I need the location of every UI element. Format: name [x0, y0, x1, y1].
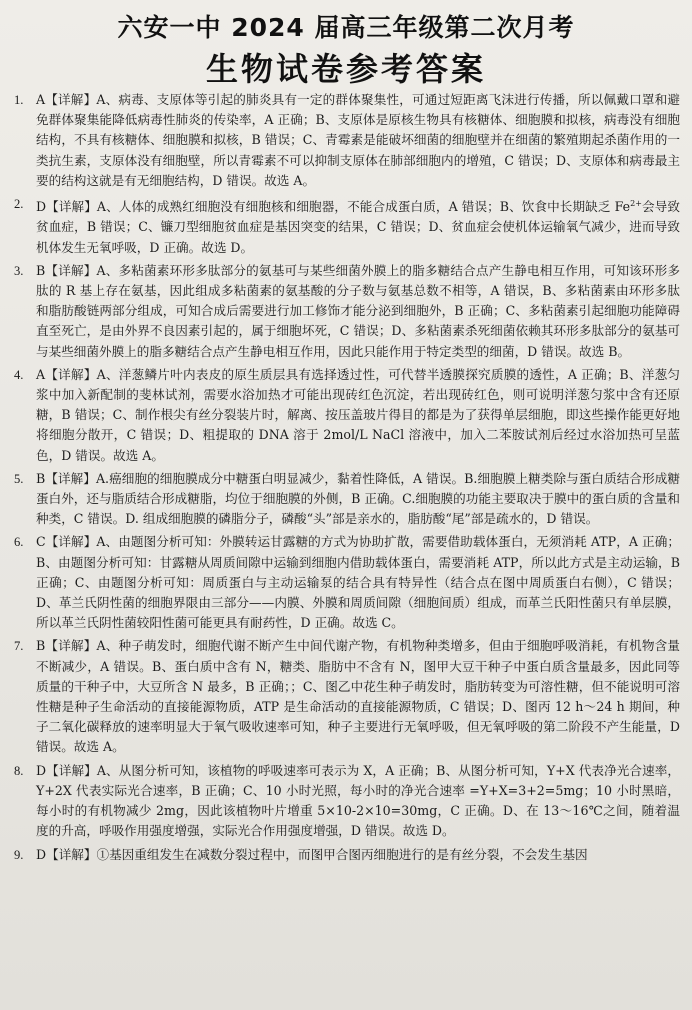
answer-text: B【详解】A、种子萌发时，细胞代谢不断产生中间代谢产物，有机物种类增多，但由于细胞呼吸消耗，有机物含量不断减少，A 错误。B、蛋白质中含有 N，糖类、脂肪中不含有 N，图甲大豆干种子中蛋白质含量最多，因此同等质量的干种子中，大豆所含 N 最多，B 正确；；C、图乙中花生种子萌发时，脂肪转变为可溶性糖，但不能说明可溶性糖是种子生命活动的直接能源物质，ATP 是生命活动的直接能源物质，C 错误；D、图丙 12 h～24 h 期间，种子二氧化碳释放的速率明显大于氧气吸收速率可知，种子主要进行无氧呼吸，但无氧呼吸的第二阶段不产生能量，D 错误。故选 A。 — [36, 638, 680, 755]
answer-text: B【详解】A、多粘菌素环形多肽部分的氨基可与某些细菌外膜上的脂多糖结合点产生静电相互作用，可知该环形多肽的 R 基上存在氨基，因此组成多粘菌素的氨基酸的分子数与氨基总数不相等，A 错误，B、多粘菌素由环形多肽和脂肪酸链两部分组成，可知合成后需要进行加工修饰才能分泌到细胞外，B 正确；C、多粘菌素引起细胞功能障碍直至死亡，是由外界不良因素引起的，属于细胞坏死，C 错误；D、多粘菌素杀死细菌依赖其环形多肽部分的氨基可与某些细菌外膜上的脂多糖结合点产生静电相互作用，因此只能作用于特定类型的细菌，D 错误。故选 B。 — [36, 262, 680, 359]
answer-number: 9. — [14, 847, 24, 862]
answer-text: D【详解】A、从图分析可知，该植物的呼吸速率可表示为 X，A 正确；B、从图分析可知，Y+X 代表净光合速率，Y+2X 代表实际光合速率，B 正确；C、10 小时光照，每小时的净光合速率 =Y+X=3+2=5mg；10 小时黑暗，每小时的有机物减少 2mg，因此该植物叶片增重 5×10-2×10=30mg，C 正确。D、在 13～16℃之间，随着温度的升高，呼吸作用强度增强，实际光合作用强度增强，D 错误。故选 D。 — [36, 762, 680, 839]
answer-item-4 — [14, 365, 680, 466]
answer-list — [14, 90, 680, 868]
answer-number: 4. — [14, 367, 24, 382]
answer-item-1 — [14, 90, 680, 191]
answer-item-3 — [14, 261, 680, 362]
answer-number: 2. — [14, 197, 24, 212]
answer-number: 3. — [14, 263, 24, 278]
answer-number: 8. — [14, 763, 24, 778]
answer-text: A【详解】A、病毒、支原体等引起的肺炎具有一定的群体聚集性，可通过短距离飞沫进行传播，所以佩戴口罩和避免群体聚集能降低病毒性肺炎的传染率，A 正确；B、支原体是原核生物具有核糖体、细胞膜和拟核，病毒没有细胞结构，不具有核糖体、细胞膜和拟核，B 错误；C、青霉素是能破坏细菌的细胞壁并在细菌的繁殖期起杀菌作用的一类抗生素，支原体没有细胞壁，所以青霉素不可以抑制支原体在肺部细胞内的增殖，C 错误；D、支原体和病毒最主要的结构这就是有无细胞结构，D 错误。故选 A。 — [36, 92, 680, 188]
ion-charge-superscript: 2+ — [630, 199, 642, 209]
answer-text: B【详解】A.癌细胞的细胞膜成分中糖蛋白明显减少，黏着性降低，A 错误。B.细胞膜上糖类除与蛋白质结合形成糖蛋白外，还与脂质结合形成糖脂，均位于细胞膜的外侧，B 正确。C.细胞膜的功能主要取决于膜中的蛋白质的含量和种类，C 错误。D. 组成细胞膜的磷脂分子，磷酸“头”部是亲水的，脂肪酸“尾”部是疏水的，D 错误。 — [36, 470, 680, 527]
answer-number: 6. — [14, 535, 24, 550]
answer-text-continued: 会导致贫血症，B 错误；C、镰刀型细胞贫血症是基因突变的结果，C 错误；D、贫血症会使机体运输氧气减少，进而导致机体发生无氧呼吸，D 正确。故选 D。 — [36, 199, 680, 255]
answer-item-9 — [14, 845, 680, 865]
answer-item-2 — [14, 194, 680, 258]
answer-text: C【详解】A、由题图分析可知：外膜转运甘露糖的方式为协助扩散，需要借助载体蛋白，无须消耗 ATP，A 正确；B、由题图分析可知：甘露糖从周质间隙中运输到细胞内借助载体蛋白，需要消耗 ATP，所以此方式是主动运输，B 正确；C、由题图分析可知：周质蛋白与主动运输泵的结合具有特异性（结合点在图中周质蛋白右侧），C 错误；D、革兰氏阴性菌的细胞界限由三部分——内膜、外膜和周质间隙（细胞间质）组成，而革兰氏阳性菌只有单层膜，所以革兰氏阴性菌较阳性菌可能更具有耐药性，D 正确。故选 C。 — [36, 534, 680, 631]
answer-item-8 — [14, 761, 680, 842]
answer-number: 1. — [14, 93, 24, 107]
answer-text: A【详解】A、洋葱鳞片叶内表皮的原生质层具有选择透过性，可代替半透膜探究质膜的透性，A 正确；B、洋葱匀浆中加入新配制的斐林试剂，需要水浴加热才可能出现砖红色沉淀，若出现砖红色，则可说明洋葱匀浆中含有还原糖，B 错误；C、制作根尖有丝分裂装片时，解离、按压盖玻片得目的都是为了获得单层细胞，即这些操作能更好地将细胞分散开，C 错误；D、粗提取的 DNA 溶于 2mol/L NaCl 溶液中，加入二苯胺试剂后经过水浴加热可呈蓝色，D 错误。故选 A。 — [36, 366, 680, 463]
answer-key-title: 生物试卷参考答案 — [205, 50, 486, 88]
answer-text: D【详解】A、人体的成熟红细胞没有细胞核和细胞器，不能合成蛋白质，A 错误；B、饮食中长期缺乏 Fe — [36, 199, 631, 215]
answer-item-5 — [14, 469, 680, 530]
answer-item-7 — [14, 636, 680, 757]
answer-number: 7. — [14, 639, 24, 654]
answer-text: D【详解】①基因重组发生在减数分裂过程中，而图甲合图丙细胞进行的是有丝分裂，不会发生基因 — [36, 846, 588, 862]
exam-title: 六安一中 2024 届高三年级第二次月考 — [117, 13, 575, 42]
answer-number: 5. — [14, 471, 24, 486]
answer-item-6 — [14, 532, 680, 633]
